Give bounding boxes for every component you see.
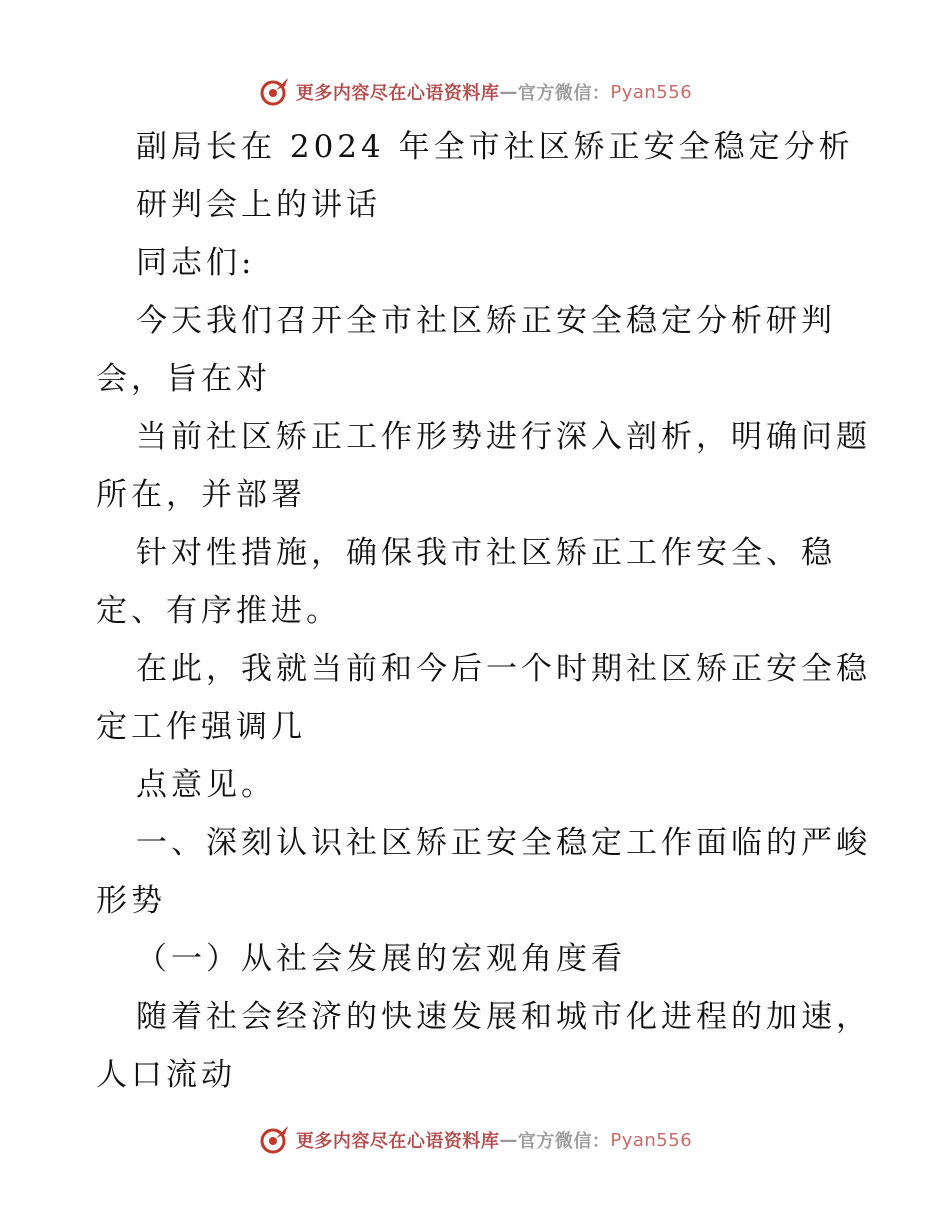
watermark-handle: Pyan556 (610, 1129, 693, 1151)
watermark-brand: 更多内容尽在心语资料库 (295, 1131, 500, 1152)
watermark-label: 官方微信： (517, 83, 611, 104)
quill-logo-icon (258, 1124, 290, 1156)
watermark-brand: 更多内容尽在心语资料库 (295, 83, 500, 104)
watermark-banner-top (0, 72, 950, 112)
text-line: 点意见。 (136, 767, 276, 803)
text-line: 针对性措施，确保我市社区矫正工作安全、稳 (136, 535, 836, 571)
watermark-handle: Pyan556 (610, 81, 693, 103)
text-line: 一、深刻认识社区矫正安全稳定工作面临的严峻 (136, 825, 871, 861)
text-line: 随着社会经济的快速发展和城市化进程的加速， (136, 999, 871, 1035)
text-line: 今天我们召开全市社区矫正安全稳定分析研判 (136, 303, 836, 339)
watermark-banner-bottom (0, 1120, 950, 1160)
watermark-label: 官方微信： (517, 1131, 611, 1152)
text-line: 定工作强调几 (96, 709, 306, 745)
text-line: 形势 (96, 883, 166, 919)
text-line: 在此，我就当前和今后一个时期社区矫正安全稳 (136, 651, 871, 687)
text-line: 副局长在 2024 年全市社区矫正安全稳定分析 (136, 129, 854, 165)
document-body (96, 118, 871, 1104)
text-line: （一）从社会发展的宏观角度看 (136, 941, 626, 977)
watermark-separator: — (499, 1129, 518, 1151)
text-line: 人口流动 (96, 1057, 236, 1093)
text-line: 研判会上的讲话 (136, 187, 381, 223)
watermark-separator: — (499, 81, 518, 103)
text-line: 定、有序推进。 (96, 593, 341, 629)
text-line: 同志们: (136, 245, 256, 281)
quill-logo-icon (258, 76, 290, 108)
text-line: 当前社区矫正工作形势进行深入剖析，明确问题 (136, 419, 871, 455)
text-line: 会，旨在对 (96, 361, 271, 397)
text-line: 所在，并部署 (96, 477, 306, 513)
